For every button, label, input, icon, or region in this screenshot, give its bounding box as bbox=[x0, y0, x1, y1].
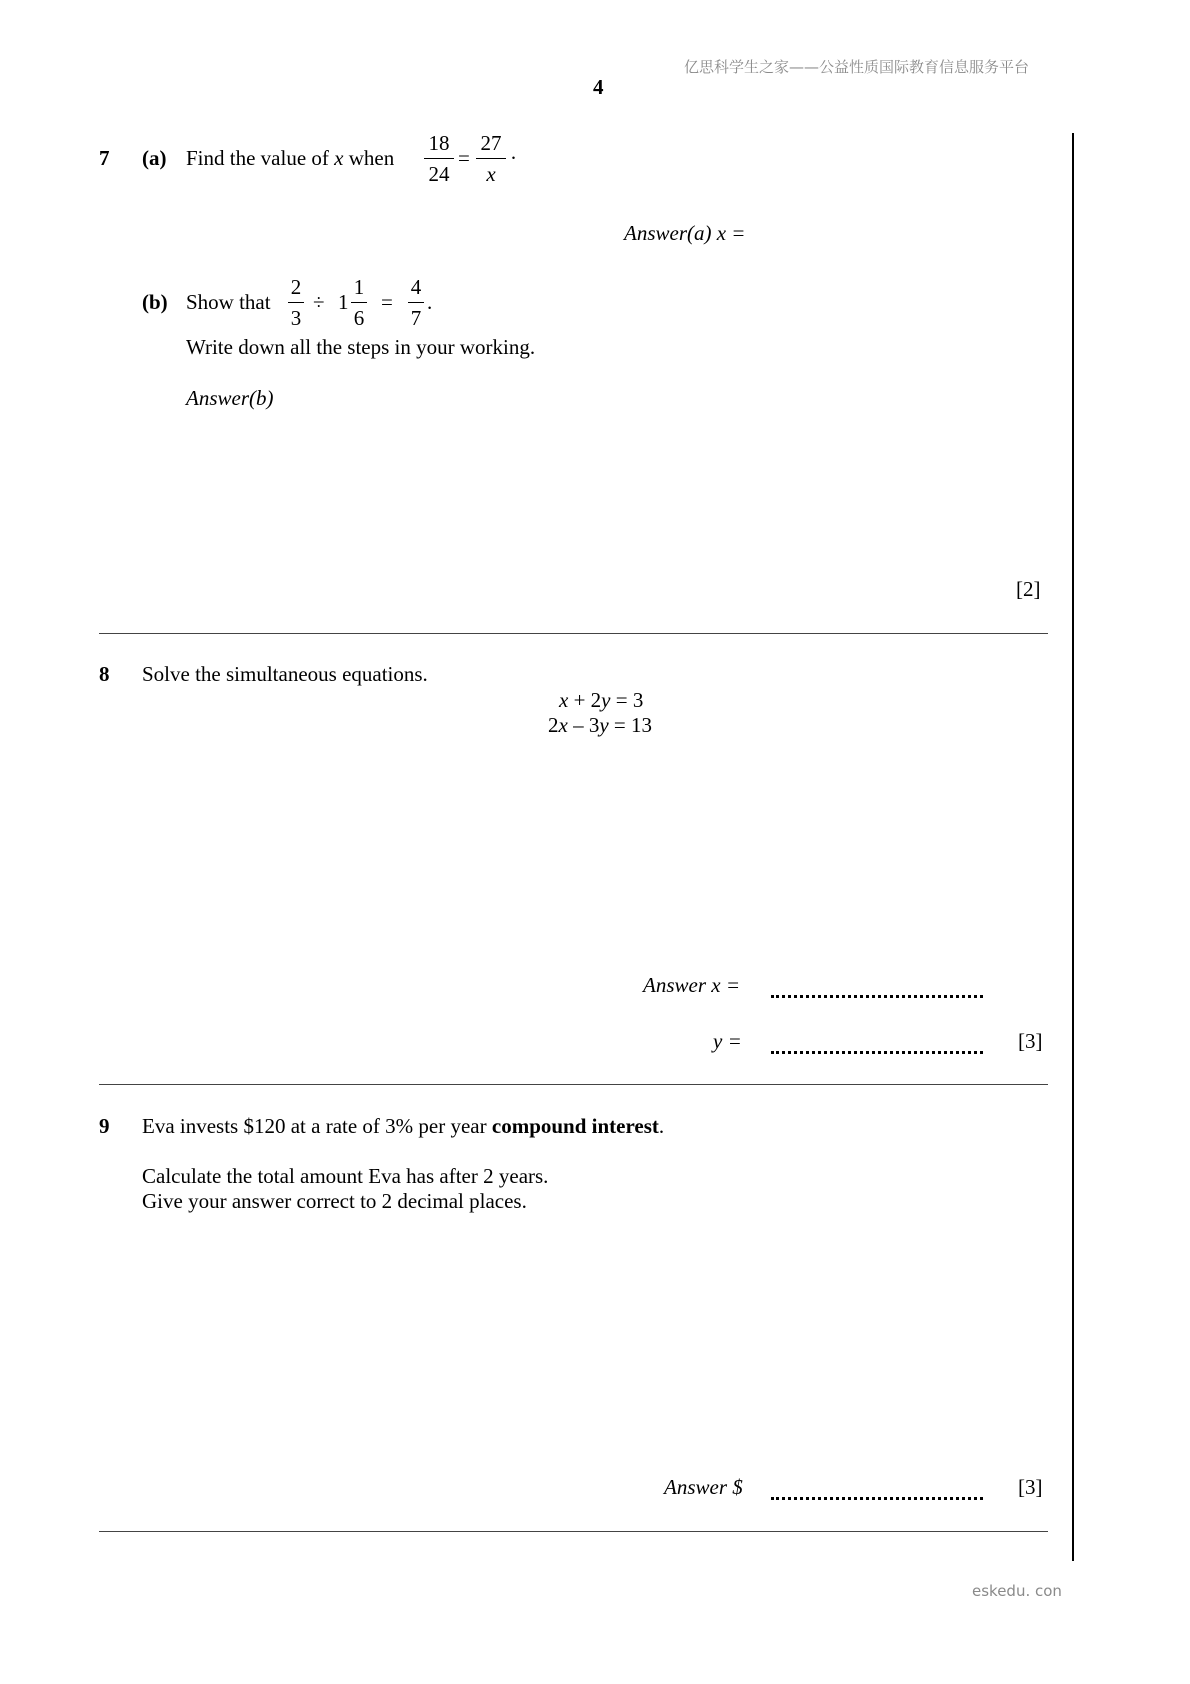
question-9-line-2: Calculate the total amount Eva has after 2 years. bbox=[142, 1164, 549, 1188]
answer-8-y-label: y = bbox=[713, 1029, 742, 1053]
question-8-text: Solve the simultaneous equations. bbox=[142, 662, 428, 686]
equals-sign-b: = bbox=[381, 290, 393, 314]
watermark-bottom: eskedu. con bbox=[972, 1582, 1062, 1600]
margin-rule bbox=[1072, 133, 1074, 1561]
equation-1: x + 2y = 3 bbox=[559, 688, 644, 712]
divider-q9 bbox=[99, 1531, 1048, 1532]
answer-8-y-line[interactable] bbox=[771, 1045, 983, 1054]
page-number: 4 bbox=[593, 75, 604, 99]
question-9-text: Eva invests $120 at a rate of 3% per year compound interest. bbox=[142, 1114, 665, 1138]
marks-q7: [2] bbox=[1016, 577, 1041, 601]
equals-sign: = bbox=[458, 146, 470, 170]
answer-9-label: Answer $ bbox=[664, 1475, 743, 1499]
question-7b-label: (b) bbox=[142, 290, 168, 314]
question-9-number: 9 bbox=[99, 1114, 110, 1138]
watermark-top: 亿思科学生之家——公益性质国际教育信息服务平台 bbox=[684, 58, 1030, 76]
question-7b-instruction: Write down all the steps in your working. bbox=[186, 335, 536, 359]
fraction-18-24: 18 24 bbox=[424, 128, 454, 189]
fraction-4-7: 4 7 bbox=[408, 272, 424, 333]
answer-8-x-line[interactable] bbox=[771, 989, 983, 998]
answer-9-line[interactable] bbox=[771, 1491, 983, 1500]
fraction-2-3: 2 3 bbox=[288, 272, 304, 333]
question-7a-text: Find the value of x when bbox=[186, 146, 395, 170]
fraction-1-6: 1 6 bbox=[351, 272, 367, 333]
answer-8-x-label: Answer x = bbox=[643, 973, 740, 997]
marks-q8: [3] bbox=[1018, 1029, 1043, 1053]
equation-2: 2x – 3y = 13 bbox=[548, 713, 652, 737]
mixed-whole: 1 bbox=[338, 290, 349, 314]
divider-q8 bbox=[99, 1084, 1048, 1085]
question-7b-text: Show that bbox=[186, 290, 271, 314]
question-7-number: 7 bbox=[99, 146, 110, 170]
period: . bbox=[427, 290, 433, 314]
fraction-27-x: 27 x bbox=[476, 128, 506, 189]
marks-q9: [3] bbox=[1018, 1475, 1043, 1499]
answer-7a-label: Answer(a) x = bbox=[624, 221, 746, 245]
answer-7b-label: Answer(b) bbox=[186, 386, 274, 410]
divider-q7 bbox=[99, 633, 1048, 634]
question-7a-label: (a) bbox=[142, 146, 167, 170]
question-9-line-3: Give your answer correct to 2 decimal places. bbox=[142, 1189, 527, 1213]
question-8-number: 8 bbox=[99, 662, 110, 686]
dot: · bbox=[510, 146, 517, 170]
divide-sign: ÷ bbox=[313, 290, 325, 314]
